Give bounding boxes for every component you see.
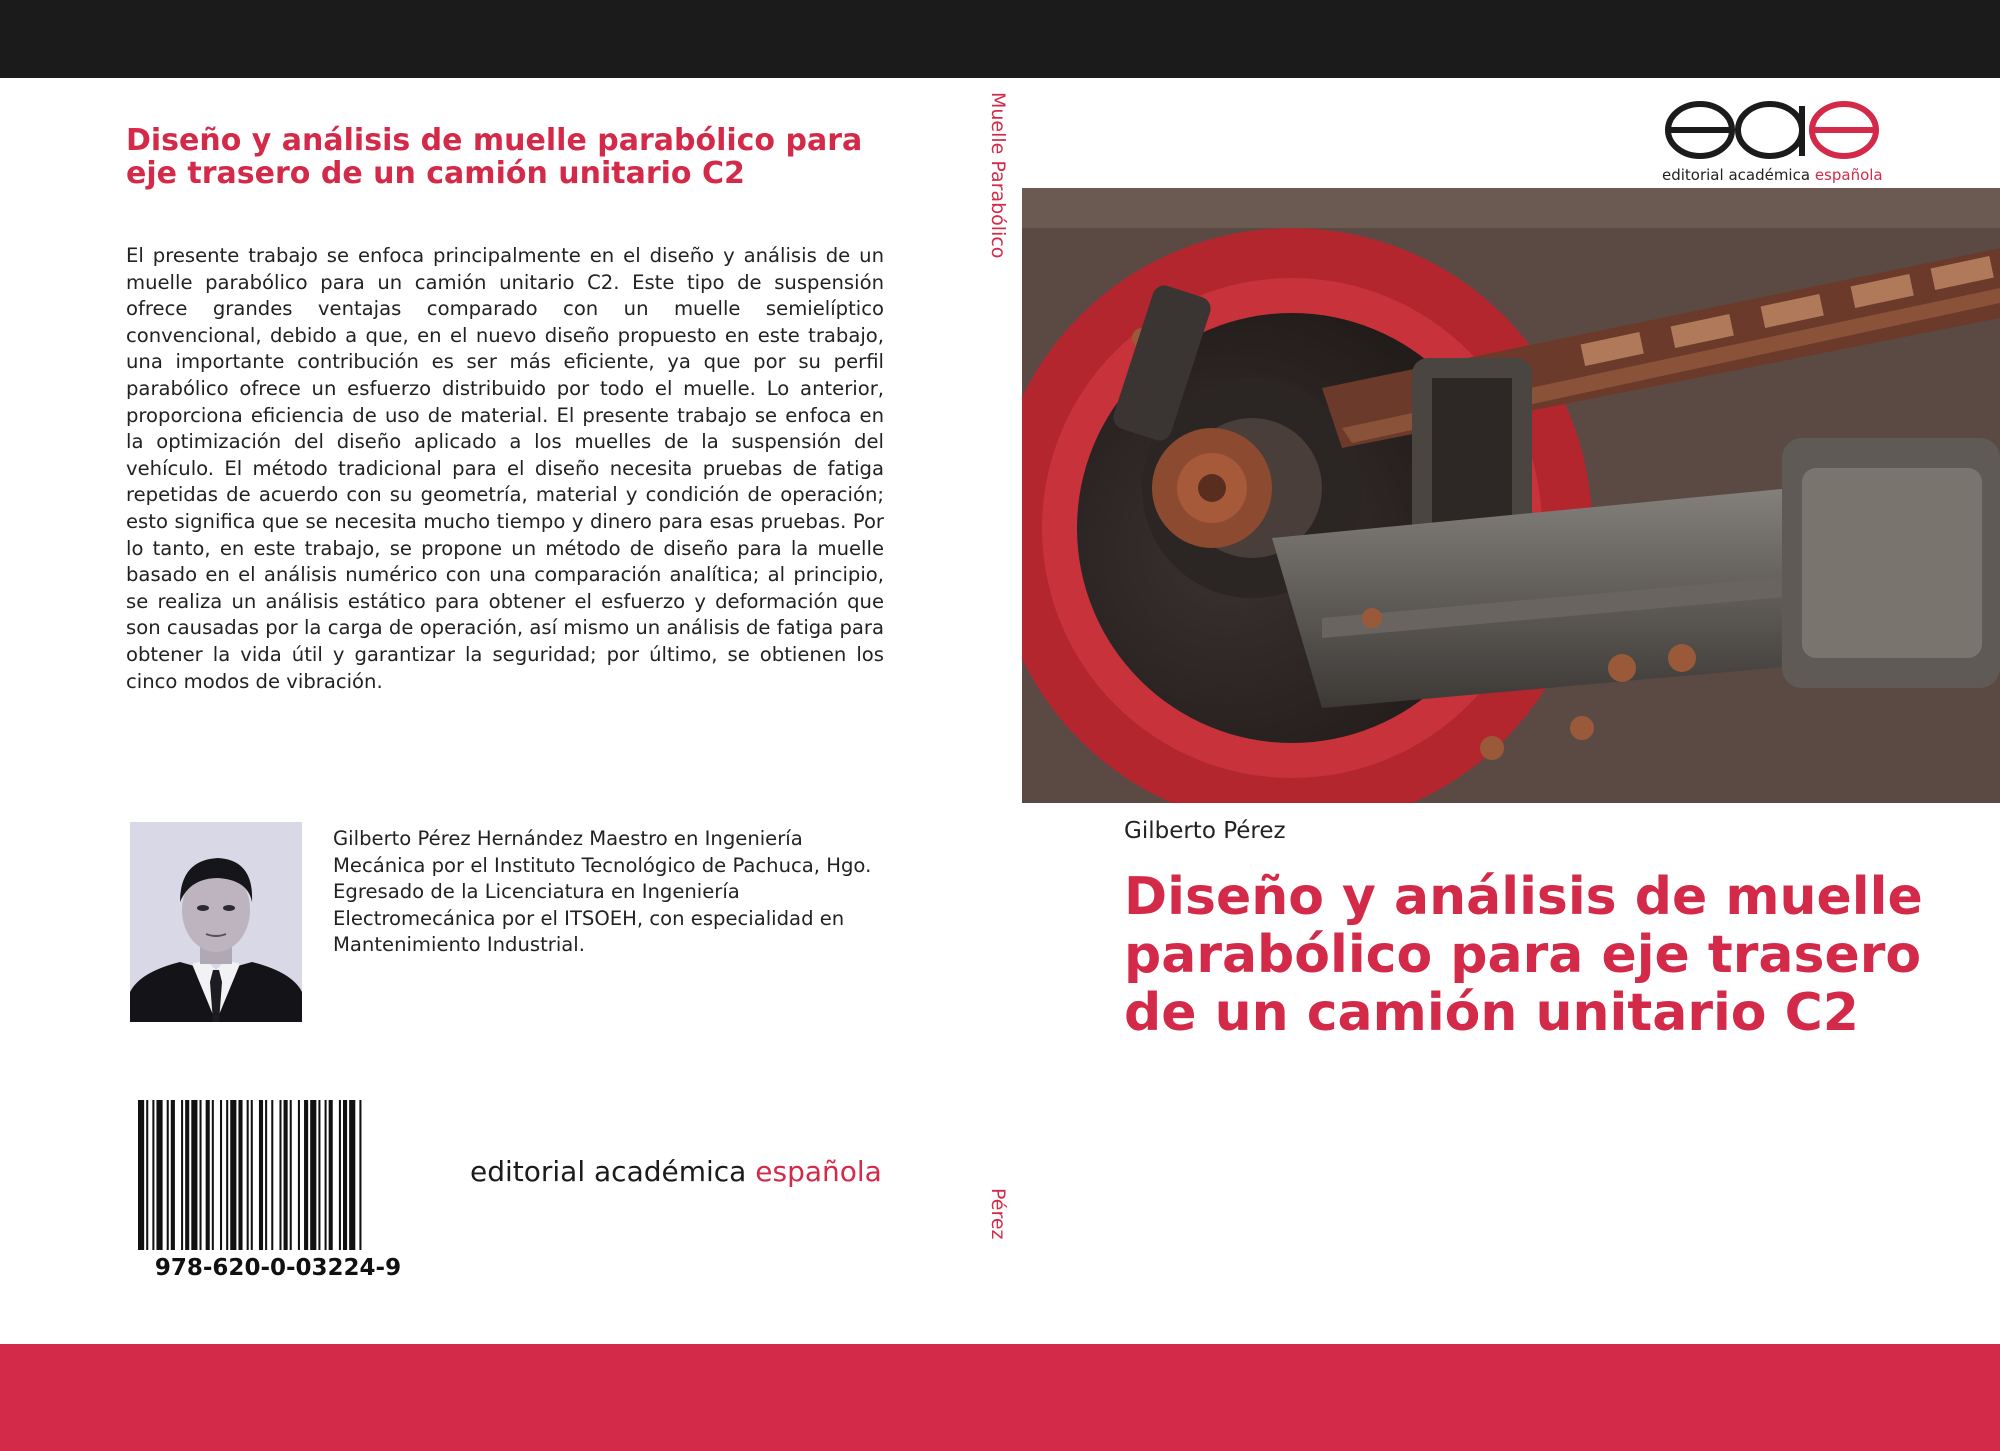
- cover-photo-truck-suspension: [1022, 188, 2000, 803]
- top-band: [0, 0, 2000, 78]
- front-author-name: Gilberto Pérez: [1124, 818, 1286, 844]
- back-cover-abstract: El presente trabajo se enfoca principalmente en el diseño y análisis de un muelle parabólico para un camión unitario C2. Este tipo de suspensión ofrece grandes ventajas comparado con un muelle semielíptico convencional, debido a que, en el nuevo diseño propuesto en este trabajo, una importante contribución es ser más eficiente, ya que por su perfil parabólico ofrece un esfuerzo distribuido por todo el muelle. Lo anterior, proporciona eficiencia de uso de material. El presente trabajo se enfoca en la optimización del diseño aplicado a los muelles de la suspensión del vehículo. El método tradicional para el diseño necesita pruebas de fatiga repetidas de acuerdo con su geometría, material y condición de operación; esto significa que se necesita mucho tiempo y dinero para esas pruebas. Por lo tanto, en este trabajo, se propone un método de diseño para la muelle basado en el análisis numérico con una comparación analítica; al principio, se realiza un análisis estático para obtener el esfuerzo y deformación que son causadas por la carga de operación, así mismo un análisis de fatiga para obtener la vida útil y garantizar la seguridad; por último, se obtienen los cinco modos de vibración.: [126, 244, 884, 693]
- back-cover-title: Diseño y análisis de muelle parabólico para eje trasero de un camión unitario C2: [126, 123, 863, 191]
- barcode: [138, 1100, 416, 1250]
- back-publisher-main: editorial académica: [470, 1155, 756, 1188]
- logo-text-accent: española: [1814, 166, 1883, 184]
- bottom-band: [0, 1344, 2000, 1451]
- author-bio: Gilberto Pérez Hernández Maestro en Ingeniería Mecánica por el Instituto Tecnológico de Pachuca, Hgo. Egresado de la Licenciatura en Ingeniería Electromecánica por el ITSOEH, con especialidad en Mantenimiento Industrial.: [333, 827, 872, 957]
- author-photo: [130, 822, 302, 1022]
- back-publisher-accent: española: [755, 1155, 882, 1188]
- back-publisher-name: [470, 1155, 882, 1188]
- logo-text-main: editorial académica: [1662, 166, 1815, 184]
- spine-author: Pérez: [987, 1188, 1009, 1240]
- isbn-number: 978-620-0-03224-9: [154, 1255, 402, 1281]
- logo-text: [1662, 166, 1883, 184]
- front-cover-title: Diseño y análisis de muelle parabólico para eje trasero de un camión unitario C2: [1124, 867, 1923, 1043]
- spine-title: Muelle Parabólico: [987, 92, 1009, 259]
